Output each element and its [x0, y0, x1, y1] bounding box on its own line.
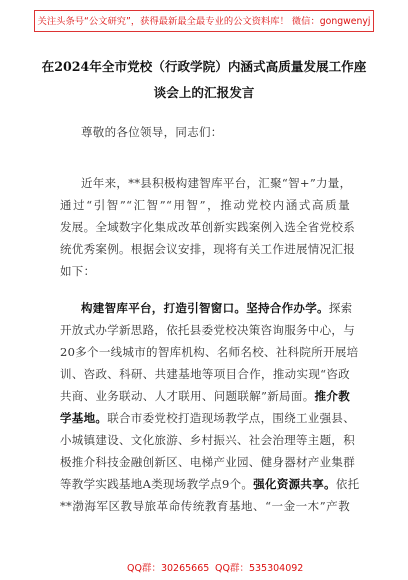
paragraph-1-line: 发展。全域数字化集成改革创新实践案例入选全省党校系 [60, 220, 355, 234]
paragraph-2-line: 小城镇建设、文化旅游、乡村振兴、社会治理等主题，积 [60, 433, 355, 447]
paragraph-2-line: 训、咨政、科研、共建基地等项目合作，推动实现“咨政 [60, 367, 350, 381]
body-text: 等教学实践基地A类现场教学点9个。 [60, 477, 254, 491]
body-text: 探索 [328, 301, 353, 315]
bold-heading: 构建智库平台，打造引智窗口。坚持合作办学。 [81, 301, 329, 315]
paragraph-2-line [60, 389, 350, 403]
paragraph-2-line: 开放式办学新思路，依托县委党校决策咨询服务中心，与 [60, 323, 355, 337]
paragraph-1-line: 近年来，**县积极构建智库平台，汇聚“智+”力量， [81, 176, 352, 190]
bold-heading: 强化资源共享。 [253, 477, 336, 491]
paragraph-2-line: 极推介科技金融创新区、电梯产业园、健身器材产业集群 [60, 455, 355, 469]
body-text: 依托 [335, 477, 360, 491]
paragraph-2-line [60, 477, 360, 491]
header-banner: 关注头条号“公文研究”，获得最新最全最专业的公文资料库！ 微信：gongwenyj [34, 10, 374, 32]
body-text: 共商、业务联动、人才联用、问题联解”新局面。 [60, 389, 315, 403]
paragraph-1-line: 通过“引智”“汇智”“用智”，推动党校内涵式高质量 [60, 198, 350, 212]
paragraph-2-line [81, 301, 353, 315]
paragraph-1-line: 如下： [60, 264, 96, 278]
qq-group-1: QQ群：30265665 [127, 563, 210, 574]
paragraph-1-line: 统优秀案例。根据会议安排，现将有关工作进展情况汇报 [60, 242, 355, 256]
bold-heading: 学基地。 [60, 411, 108, 425]
document-title-line-2: 谈会上的汇报发言 [153, 85, 255, 100]
salutation: 尊敬的各位领导，同志们： [81, 125, 223, 139]
body-text: 联合市委党校打造现场教学点，围绕工业强县、 [107, 411, 356, 425]
paragraph-2-line [60, 411, 356, 425]
paragraph-2-line: **渤海军区教导旅革命传统教育基地、“一金一木”产教 [60, 499, 350, 513]
paragraph-2-line: 20多个一线城市的智库机构、名师名校、社科院所开展培 [60, 345, 359, 359]
bold-heading: 推介教 [314, 389, 350, 403]
qq-group-2: QQ群：535304092 [215, 563, 304, 574]
document-title-line-1: 在2024年全市党校（行政学院）内涵式高质量发展工作座 [41, 59, 367, 74]
